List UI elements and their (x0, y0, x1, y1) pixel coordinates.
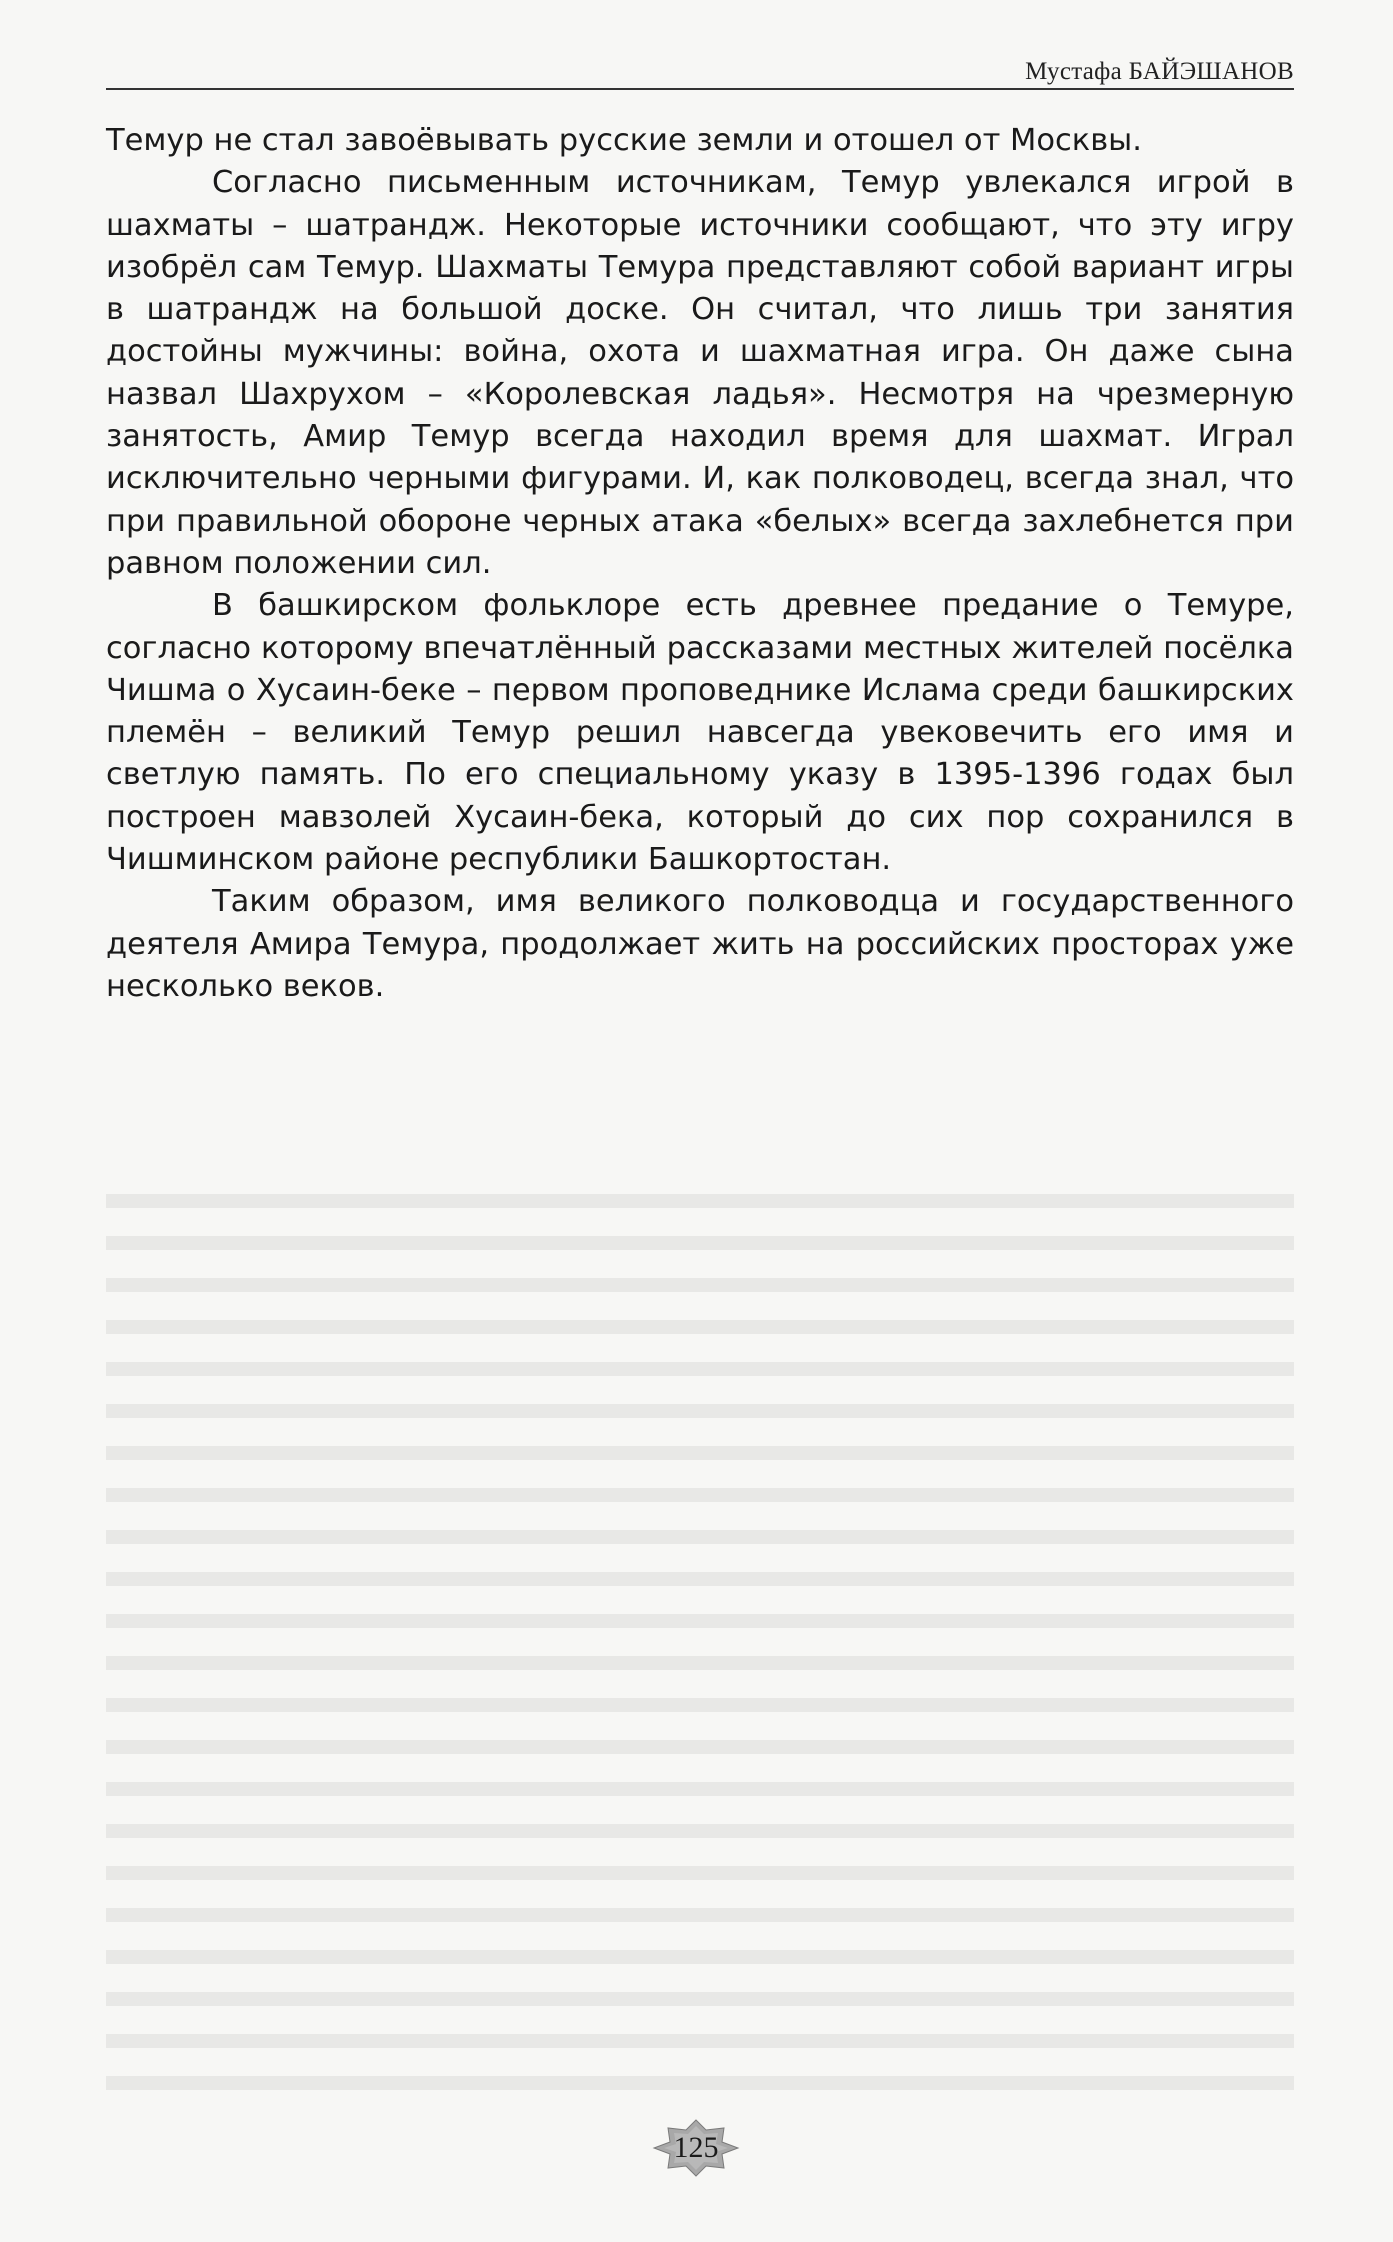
paragraph-2: Согласно письменным источникам, Темур увлекался игрой в шахматы – шатрандж. Некоторые источники сообщают, что эту игру изобрёл сам Темур. Шахматы Темура представляют собой вариант игры в шатрандж на большой доске. Он считал, что лишь три занятия достойны мужчины: война, охота и шахматная игра. Он даже сына назвал Шахрухом – «Королевская ладья». Несмотря на чрезмерную занятость, Амир Темур всегда находил время для шахмат. Играл исключительно черными фигурами. И, как полководец, всегда знал, что при правильной обороне черных атака «белых» всегда захлебнется при равном положении сил. (106, 165, 1294, 581)
running-header (106, 58, 1294, 92)
page-number: 125 (673, 2131, 719, 2164)
paragraph-4: Таким образом, имя великого полководца и государственного деятеля Амира Темура, продолжает жить на российских просторах уже несколько веков. (106, 884, 1294, 1004)
paragraph-3: В башкирском фольклоре есть древнее предание о Темуре, согласно которому впечатлённый рассказами местных жителей посёлка Чишма о Хусаин-беке – первом проповеднике Ислама среди башкирских племён – великий Темур решил навсегда увековечить его имя и светлую память. По его специальному указу в 1395-1396 годах был построен мавзолей Хусаин-бека, который до сих пор сохранился в Чишминском районе республики Башкортостан. (106, 588, 1294, 878)
paragraph-1: Темур не стал завоёвывать русские земли и отошел от Москвы. (106, 123, 1142, 158)
bleed-through-text (106, 1180, 1294, 2100)
header-author: Мустафа БАЙЭШАНОВ (1025, 58, 1294, 85)
header-divider (106, 88, 1294, 90)
body-text (106, 120, 1294, 1008)
page-number-badge (646, 2118, 746, 2178)
